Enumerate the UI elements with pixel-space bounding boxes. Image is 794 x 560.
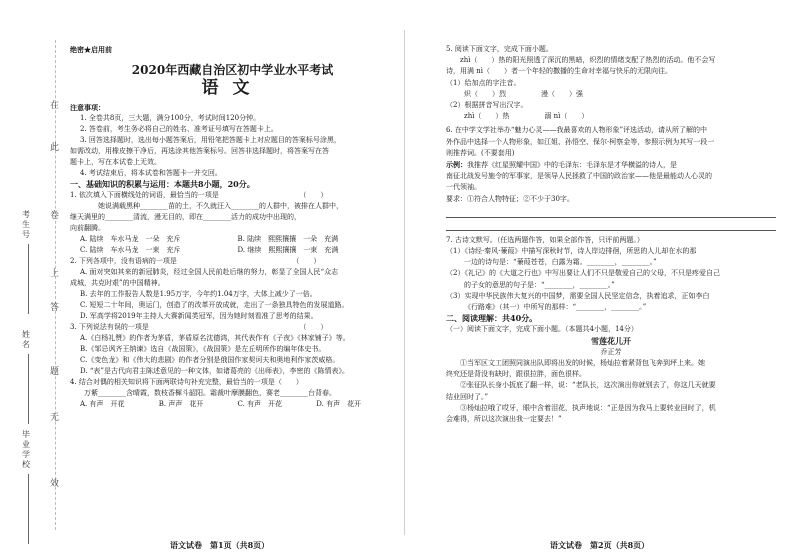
question-line: 1. 依次填入下面横线处的词语，最恰当的一项是 （ ） (70, 191, 328, 199)
question-line: 成城，共克时艰”的中国精神。 (70, 279, 165, 287)
field-label: 姓名 (22, 330, 30, 349)
page-footer: 语文试卷 第1页（共8页） (170, 540, 270, 550)
sub-question: （1）给加点的字注音。 (446, 78, 521, 87)
left-content (70, 44, 395, 410)
option[interactable]: C. 陆续 车水马龙 一束 充斥 (80, 246, 181, 254)
option[interactable]: C. 有声 开花 (237, 400, 283, 408)
question-line: 则推荐词。(不要套用) (446, 148, 515, 157)
question-line: 她说满载黑种________苗的土，不久就汪入________的人群中，被排在人群中， (70, 202, 343, 210)
article-paragraph: ③杨灿拉哦了哎牙，眼中含着泪花，执声地说：“正是因为我马上要转业回时了，机 (446, 403, 716, 412)
page-footer: 语文试卷 第2页（共8页） (550, 540, 650, 550)
binding-char: 无 (50, 413, 60, 423)
secret-label: 绝密★启用前 (70, 45, 112, 54)
question-item: （1）《诗经·秦风·蒹葭》中描写深秋时节，诗人岸边排徊，所思的人儿却在水的那 (446, 247, 697, 256)
question-1 (70, 190, 395, 256)
question-4 (70, 377, 395, 410)
options-row (70, 399, 395, 410)
article-paragraph: 会难得，所以这次演出我一定要去！” (446, 415, 562, 424)
notice-line: 3. 回答选择题时，选出每小题答案后，用铅笔把答题卡上对应题目的答案标号涂黑， (80, 136, 341, 144)
requirement: 要求：①符合人物特征；②不少于30字。 (446, 194, 574, 203)
question-item[interactable]: 一边的诗句是：“蒹葭苍苍，白露为霜。________，________。” (464, 258, 657, 267)
question-line: 继天满里的________清流，漫无目的，即在________活力的成功中出现的， (70, 213, 301, 221)
option[interactable]: B.《邹忌讽齐王纳谏》选自《战国策》，《战国策》是左丘明所作的编年体史书。 (80, 345, 326, 353)
question-title: 7. 古诗文默写。（任选两题作答，如果全部作答，只评前两题。） (446, 235, 644, 244)
notice-line: 4. 考试结束后，将本试卷和答题卡一并交回。 (80, 169, 222, 177)
article-paragraph: 结业回时了。” (446, 392, 489, 401)
question-3 (70, 322, 395, 377)
question-item: （3）实现中华民族伟大复兴的中国梦，需要全国人民坚定信念，执着追求，正如李白 (446, 291, 710, 300)
option[interactable]: D. 继续 熙熙攘攘 一束 充满 (237, 246, 339, 254)
option[interactable]: B. 去年的工作报告人数是1.95万字，今年约1.04万字，大体上减少了一倍。 (80, 290, 317, 298)
passage-line: 诗，用满 nì（ ）者一个年轻的撒播的生命对幸福与快乐的无限向往。 (446, 67, 672, 76)
question-6 (446, 125, 776, 230)
question-line: 3. 下列说法有误的一项是 （ ） (70, 323, 328, 331)
question-line: 外作品中选择一个人物形象，如江姐、孙悟空、保尔·柯察金等，参照示例为其写一段一 (446, 137, 715, 146)
binding-char: 此 (50, 143, 60, 153)
binding-char: 卷 (50, 211, 60, 221)
answer-blank-line[interactable]: zhì（ ）热 溺 nì（ ） (464, 112, 589, 121)
notice-line: 如需改动，用橡皮擦干净后，再选涂其他答案标号。回答非选择题时，将答案写在答 (70, 147, 329, 155)
question-line: 向前翻腾。 (70, 224, 105, 232)
field-line (28, 474, 29, 544)
question-line: 万紫________含晴霞，数枝香樨斗韶阳。霜裁叶摩膜翻色，赛老________台背春。 (70, 389, 336, 397)
field-label: 考生号 (22, 210, 30, 239)
question-title: 5. 阅读下面文字，完成下面小题。 (446, 45, 553, 53)
option[interactable]: B. 陆续 熙熙攘攘 一朵 充满 (237, 235, 339, 243)
question-item[interactable]: 《行路难》（其一）中所写的那样：“________，________。” (464, 303, 647, 312)
sub-question: （2）根据拼音写出汉字。 (446, 101, 528, 110)
page-divider (404, 30, 405, 535)
option[interactable]: C. 短短二十年间，奥运门，创造了的改革开放成就，走出了一条独具特色的发展道路。 (80, 301, 349, 309)
question-2 (70, 256, 395, 322)
example-text: 一代领袖。 (446, 183, 481, 192)
binding-dashed-line (55, 40, 56, 530)
binding-char: 上 (50, 269, 60, 279)
option[interactable]: D. “表”是古代向君主陈述意见的一种文体，如诸葛亮的《出师表》，李密的《陈情表》。 (80, 367, 349, 375)
question-5 (446, 44, 776, 122)
options-row (70, 234, 395, 245)
question-line: 2. 下列各项中，没有语病的一项是 （ ） (70, 257, 321, 265)
binding-char: 在 (50, 101, 60, 111)
article-paragraph: ①当军区文工团照同演出队即将出发的时候，杨灿拉着紧背包飞奔到坪上来。她 (446, 359, 705, 368)
option[interactable]: A. 有声 开花 (80, 400, 125, 408)
question-item[interactable]: 的子女的意思的句子是：“________，________。” (464, 280, 615, 289)
section-2-title: 二、阅读理解：共40分。 (446, 313, 538, 324)
option[interactable]: D. 有声 花开 (316, 400, 362, 408)
answer-blank-line[interactable]: 炽（ ）烈 漫（ ）强 (464, 89, 583, 98)
binding-char: 答 (50, 303, 60, 313)
field-line (28, 354, 29, 424)
question-line: 6. 在中学文学社举办“魅力心灵——我最喜欢的人物形象”评选活动，请从所了解的中 (446, 126, 708, 135)
option[interactable]: C.《变色龙》和《伟大的悲剧》的作者分别是俄国作家契诃夫和奥地利作家茨威格。 (80, 356, 340, 364)
example-label: 示例： (446, 160, 467, 170)
binding-margin (0, 40, 66, 530)
field-line (28, 244, 29, 314)
option[interactable]: A.《白杨礼赞》的作者为茅盾，茅盾原名沈德鸿，其代表作有《子夜》《林家铺子》等。 (80, 334, 350, 342)
name-field (22, 330, 36, 424)
answer-line[interactable] (446, 220, 776, 231)
notice-title: 注意事项： (70, 103, 105, 112)
exam-title: 2020年西藏自治区初中学业水平考试 (131, 63, 334, 77)
school-field (22, 430, 36, 544)
subject-title: 语文 (201, 78, 264, 98)
options-row (70, 245, 395, 256)
example-text: 南征北战发号施令的军事家，是领导人民拯救了中国的政治家——他是最能动人心灵的 (446, 172, 712, 181)
article-author: 乔正芳 (600, 347, 622, 356)
notice-line: 题卡上，写在本试卷上无效。 (70, 158, 161, 166)
option[interactable]: A. 陆续 车水马龙 一朵 充斥 (80, 235, 181, 243)
option[interactable]: D. 军高学将2019年主持人大赛新闻类冠军，因为她时刻看准了思考的结果。 (80, 312, 318, 320)
option[interactable]: B. 声声 花开 (158, 400, 204, 408)
option[interactable]: A. 面对突如其来的新冠肺炎，经过全国人民前赴后继的努力，彰显了全国人民“众志 (80, 268, 339, 276)
candidate-number-field (22, 210, 36, 314)
example-text: 我推荐《红星照耀中国》中的毛泽东：毛泽东是才华横溢的诗人，是 (467, 161, 677, 170)
question-line: 4. 结合对偶的相关知识将下面两联诗句补充完整，最恰当的一项是（ ） (70, 378, 303, 386)
question-7 (446, 235, 776, 313)
notice-line: 1. 全卷共8页，三大题，满分100分，考试时间120分钟。 (80, 114, 261, 122)
question-item: （2）《礼记》的《大道之行也》中写出要让人们不只是敬爱自己的父母，不只是疼爱自己 (446, 269, 720, 278)
article-title: 雪莲花儿开 (591, 335, 631, 346)
passage-line: zhì（ ）热的阳光照透了深沉的黑暗，炽烈的情绪支配了热烈的活动。他不会写 (446, 56, 716, 65)
binding-char: 效 (50, 479, 60, 489)
article-paragraph: 终究还是背没有缺时，跟很拉胖，面色很样。 (446, 370, 586, 379)
notice-line: 2. 答卷前，考生务必将自己的姓名、准考证号填写在答题卡上。 (80, 125, 278, 133)
reading-intro: （一）阅读下面文字，完成下面小题。（本题共4小题，14分） (446, 325, 638, 334)
right-content (446, 44, 776, 425)
section-1-title: 一、基础知识的积累与运用：本题共8小题，20分。 (70, 179, 255, 189)
article-paragraph: ②张征队长身小扳底了翻一样，说：“老队长，这次演出你就别去了，你这几天就要 (446, 381, 716, 390)
binding-char: 题 (50, 367, 60, 377)
field-label: 毕业学校 (22, 430, 30, 469)
answer-line[interactable] (446, 207, 776, 218)
